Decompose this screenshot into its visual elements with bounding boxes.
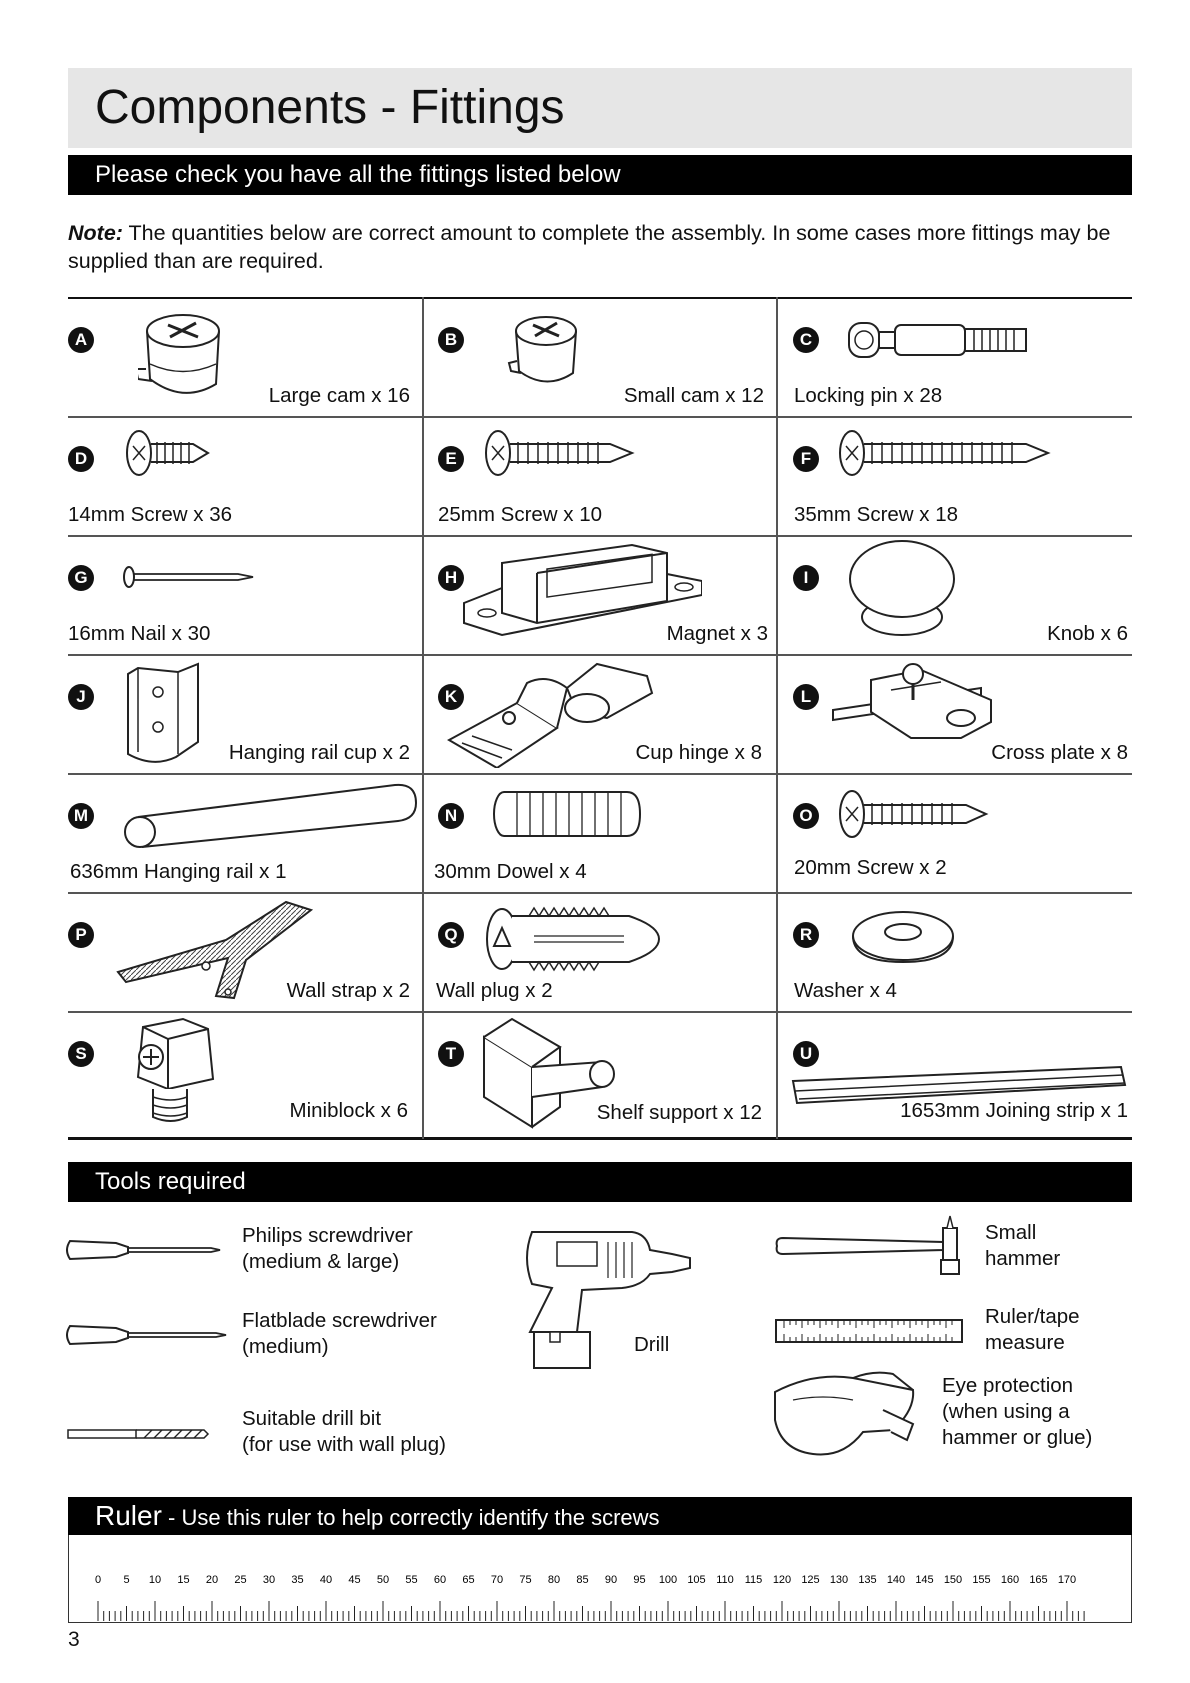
- ruler-tick-label: 165: [1029, 1574, 1048, 1586]
- flatblade-line-2: (medium): [242, 1335, 329, 1358]
- ruler-tick-label: 60: [433, 1574, 447, 1586]
- ruler-tick-label: 155: [972, 1574, 991, 1586]
- fitting-letter-badge: D: [68, 446, 94, 472]
- note-label: Note:: [68, 221, 123, 245]
- ruler-tick-label: 90: [604, 1574, 618, 1586]
- fitting-letter-badge: P: [68, 922, 94, 948]
- knob-icon: [846, 539, 958, 641]
- safety-glasses-icon: [773, 1370, 918, 1460]
- ruler-line-2: measure: [985, 1331, 1065, 1354]
- hammer-line-1: Small: [985, 1221, 1037, 1244]
- fitting-label: 30mm Dowel x 4: [434, 860, 587, 883]
- ruler-tick-label: 45: [348, 1574, 361, 1586]
- fitting-label: Magnet x 3: [666, 622, 768, 645]
- ruler-tick-label: 70: [490, 1574, 504, 1586]
- fitting-cell-j: [68, 654, 422, 773]
- small-hammer-label: [985, 1220, 1060, 1272]
- fitting-label: 1653mm Joining strip x 1: [900, 1099, 1128, 1122]
- hanging-rail-icon: [120, 781, 420, 851]
- ruler-tick-label: 160: [1000, 1574, 1020, 1586]
- ruler-tick-label: 125: [801, 1574, 820, 1586]
- fitting-label: 25mm Screw x 10: [438, 503, 603, 526]
- fitting-label: Knob x 6: [1047, 622, 1128, 645]
- flatblade-screwdriver-icon: [66, 1320, 230, 1350]
- fitting-cell-o: [776, 773, 1130, 892]
- fitting-cell-c: [776, 297, 1130, 416]
- screwdriver-icon: [66, 1235, 222, 1265]
- ruler-tick-label: 55: [405, 1574, 418, 1586]
- ruler-tick-label: 105: [687, 1574, 706, 1586]
- nail-icon: [123, 565, 263, 589]
- fitting-cell-k: [422, 654, 776, 773]
- fitting-letter-badge: G: [68, 565, 94, 591]
- fitting-cell-a: [68, 297, 422, 416]
- ruler-line-1: Ruler/tape: [985, 1305, 1080, 1328]
- ruler-tick-label: 95: [633, 1574, 646, 1586]
- ruler-tick-label: 145: [915, 1574, 934, 1586]
- ruler-tick-label: 0: [94, 1574, 102, 1586]
- ruler-tick-label: 100: [658, 1574, 678, 1586]
- cross-plate-icon: [831, 660, 1016, 745]
- hammer-icon: [775, 1214, 965, 1276]
- wall-plug-icon: [484, 906, 664, 972]
- ruler-tick-label: 140: [886, 1574, 906, 1586]
- large-cam-icon: [138, 309, 228, 407]
- ruler-tick-label: 170: [1057, 1574, 1077, 1586]
- fitting-letter-badge: L: [793, 684, 819, 710]
- fitting-label: Miniblock x 6: [289, 1099, 408, 1122]
- check-banner: Please check you have all the fittings listed below: [68, 155, 1132, 195]
- fitting-letter-badge: E: [438, 446, 464, 472]
- fitting-cell-q: [422, 892, 776, 1011]
- screw-icon: [836, 787, 1026, 841]
- ruler-scale: [69, 1535, 1130, 1621]
- fitting-label: Locking pin x 28: [794, 384, 943, 407]
- drillbit-line-2: (for use with wall plug): [242, 1433, 446, 1456]
- ruler-tick-label: 130: [829, 1574, 849, 1586]
- fitting-letter-badge: Q: [438, 922, 464, 948]
- eye-protection-label: [942, 1373, 1092, 1451]
- flatblade-screwdriver-label: [242, 1308, 437, 1360]
- fitting-letter-badge: J: [68, 684, 94, 710]
- washer-icon: [851, 908, 955, 964]
- ruler-tick-label: 5: [123, 1574, 130, 1586]
- ruler-tick-label: 20: [205, 1574, 219, 1586]
- ruler-tick-label: 10: [148, 1574, 162, 1586]
- fitting-letter-badge: F: [793, 446, 819, 472]
- screw-icon: [123, 428, 273, 478]
- note-text: The quantities below are correct amount to complete the assembly. In some cases more fittings may be supplied than are required.: [68, 221, 1111, 273]
- ruler-tick-label: 35: [291, 1574, 304, 1586]
- fitting-cell-n: [422, 773, 776, 892]
- fitting-label: 636mm Hanging rail x 1: [70, 860, 287, 883]
- screw-icon: [482, 428, 682, 478]
- fitting-cell-u: [776, 1011, 1130, 1137]
- locking-pin-icon: [846, 317, 1031, 367]
- ruler-tick-label: 40: [319, 1574, 333, 1586]
- ruler-tick-label: 50: [376, 1574, 390, 1586]
- fitting-letter-badge: O: [793, 803, 819, 829]
- eye-line-1: Eye protection: [942, 1374, 1074, 1397]
- fitting-cell-e: [422, 416, 776, 535]
- hammer-line-2: hammer: [985, 1247, 1061, 1270]
- fitting-cell-g: [68, 535, 422, 654]
- fitting-cell-f: [776, 416, 1130, 535]
- rail-cup-icon: [118, 662, 208, 770]
- eye-line-3: hammer or glue): [942, 1426, 1093, 1449]
- fitting-letter-badge: M: [68, 803, 94, 829]
- fitting-letter-badge: A: [68, 327, 94, 353]
- screw-icon: [836, 428, 1116, 478]
- fitting-letter-badge: S: [68, 1041, 94, 1067]
- fitting-cell-t: [422, 1011, 776, 1137]
- philips-screwdriver-label: [242, 1223, 413, 1275]
- fitting-cell-b: [422, 297, 776, 416]
- fitting-letter-badge: T: [438, 1041, 464, 1067]
- fitting-label: Shelf support x 12: [596, 1101, 762, 1124]
- fitting-label: Cross plate x 8: [991, 741, 1128, 764]
- fitting-letter-badge: R: [793, 922, 819, 948]
- ruler-tick-label: 110: [716, 1574, 734, 1586]
- fitting-cell-i: [776, 535, 1130, 654]
- fitting-label: Washer x 4: [794, 979, 897, 1002]
- fitting-cell-m: [68, 773, 422, 892]
- fitting-letter-badge: B: [438, 327, 464, 353]
- ruler-tick-label: 150: [943, 1574, 963, 1586]
- fittings-grid: [68, 297, 1132, 1139]
- ruler-heading: [68, 1497, 1132, 1535]
- fitting-label: Wall strap x 2: [286, 979, 410, 1002]
- flatblade-line-1: Flatblade screwdriver: [242, 1309, 437, 1332]
- ruler-tick-label: 75: [519, 1574, 532, 1586]
- ruler-tick-label: 120: [772, 1574, 792, 1586]
- ruler-tick-label: 65: [462, 1574, 475, 1586]
- fitting-letter-badge: U: [793, 1041, 819, 1067]
- ruler-heading-text: - Use this ruler to help correctly identify the screws: [161, 1505, 660, 1530]
- fitting-letter-badge: C: [793, 327, 819, 353]
- screw-ruler: [68, 1535, 1132, 1623]
- fitting-label: 16mm Nail x 30: [68, 622, 211, 645]
- drillbit-line-1: Suitable drill bit: [242, 1407, 382, 1430]
- fitting-cell-l: [776, 654, 1130, 773]
- ruler-tick-label: 135: [858, 1574, 877, 1586]
- tools-heading: Tools required: [68, 1162, 1132, 1202]
- note-paragraph: [68, 219, 1148, 275]
- fitting-label: Large cam x 16: [268, 384, 410, 407]
- drill-bit-label: [242, 1406, 446, 1458]
- fitting-letter-badge: I: [793, 565, 819, 591]
- fitting-label: Wall plug x 2: [436, 979, 553, 1002]
- page-number: 3: [68, 1628, 80, 1651]
- eye-line-2: (when using a: [942, 1400, 1070, 1423]
- miniblock-icon: [123, 1017, 223, 1129]
- philips-line-1: Philips screwdriver: [242, 1224, 413, 1247]
- dowel-icon: [492, 789, 642, 839]
- drill-label: Drill: [634, 1333, 670, 1356]
- fitting-letter-badge: H: [438, 565, 464, 591]
- fitting-label: Hanging rail cup x 2: [228, 741, 410, 764]
- fitting-label: 14mm Screw x 36: [68, 503, 233, 526]
- fitting-cell-d: [68, 416, 422, 535]
- tape-measure-icon: [774, 1318, 964, 1344]
- fitting-label: Cup hinge x 8: [635, 741, 762, 764]
- ruler-tick-label: 30: [262, 1574, 276, 1586]
- page-title: Components - Fittings: [95, 81, 565, 134]
- fitting-cell-r: [776, 892, 1130, 1011]
- ruler-heading-title: Ruler: [95, 1500, 162, 1531]
- ruler-tick-label: 115: [744, 1574, 763, 1586]
- fitting-cell-s: [68, 1011, 422, 1137]
- ruler-tick-label: 80: [547, 1574, 561, 1586]
- ruler-tick-label: 85: [576, 1574, 589, 1586]
- drill-bit-icon: [66, 1427, 210, 1441]
- fitting-cell-h: [422, 535, 776, 654]
- fitting-label: 35mm Screw x 18: [794, 503, 959, 526]
- grid-bottom-rule: [68, 1137, 1132, 1140]
- fitting-label: Small cam x 12: [623, 384, 764, 407]
- ruler-tick-label: 15: [177, 1574, 190, 1586]
- ruler-tick-label: 25: [234, 1574, 247, 1586]
- ruler-tape-label: [985, 1304, 1080, 1356]
- fitting-letter-badge: N: [438, 803, 464, 829]
- fitting-letter-badge: K: [438, 684, 464, 710]
- fitting-label: 20mm Screw x 2: [794, 856, 947, 879]
- cup-hinge-icon: [447, 658, 667, 768]
- fitting-cell-p: [68, 892, 422, 1011]
- philips-line-2: (medium & large): [242, 1250, 400, 1273]
- small-cam-icon: [507, 311, 585, 397]
